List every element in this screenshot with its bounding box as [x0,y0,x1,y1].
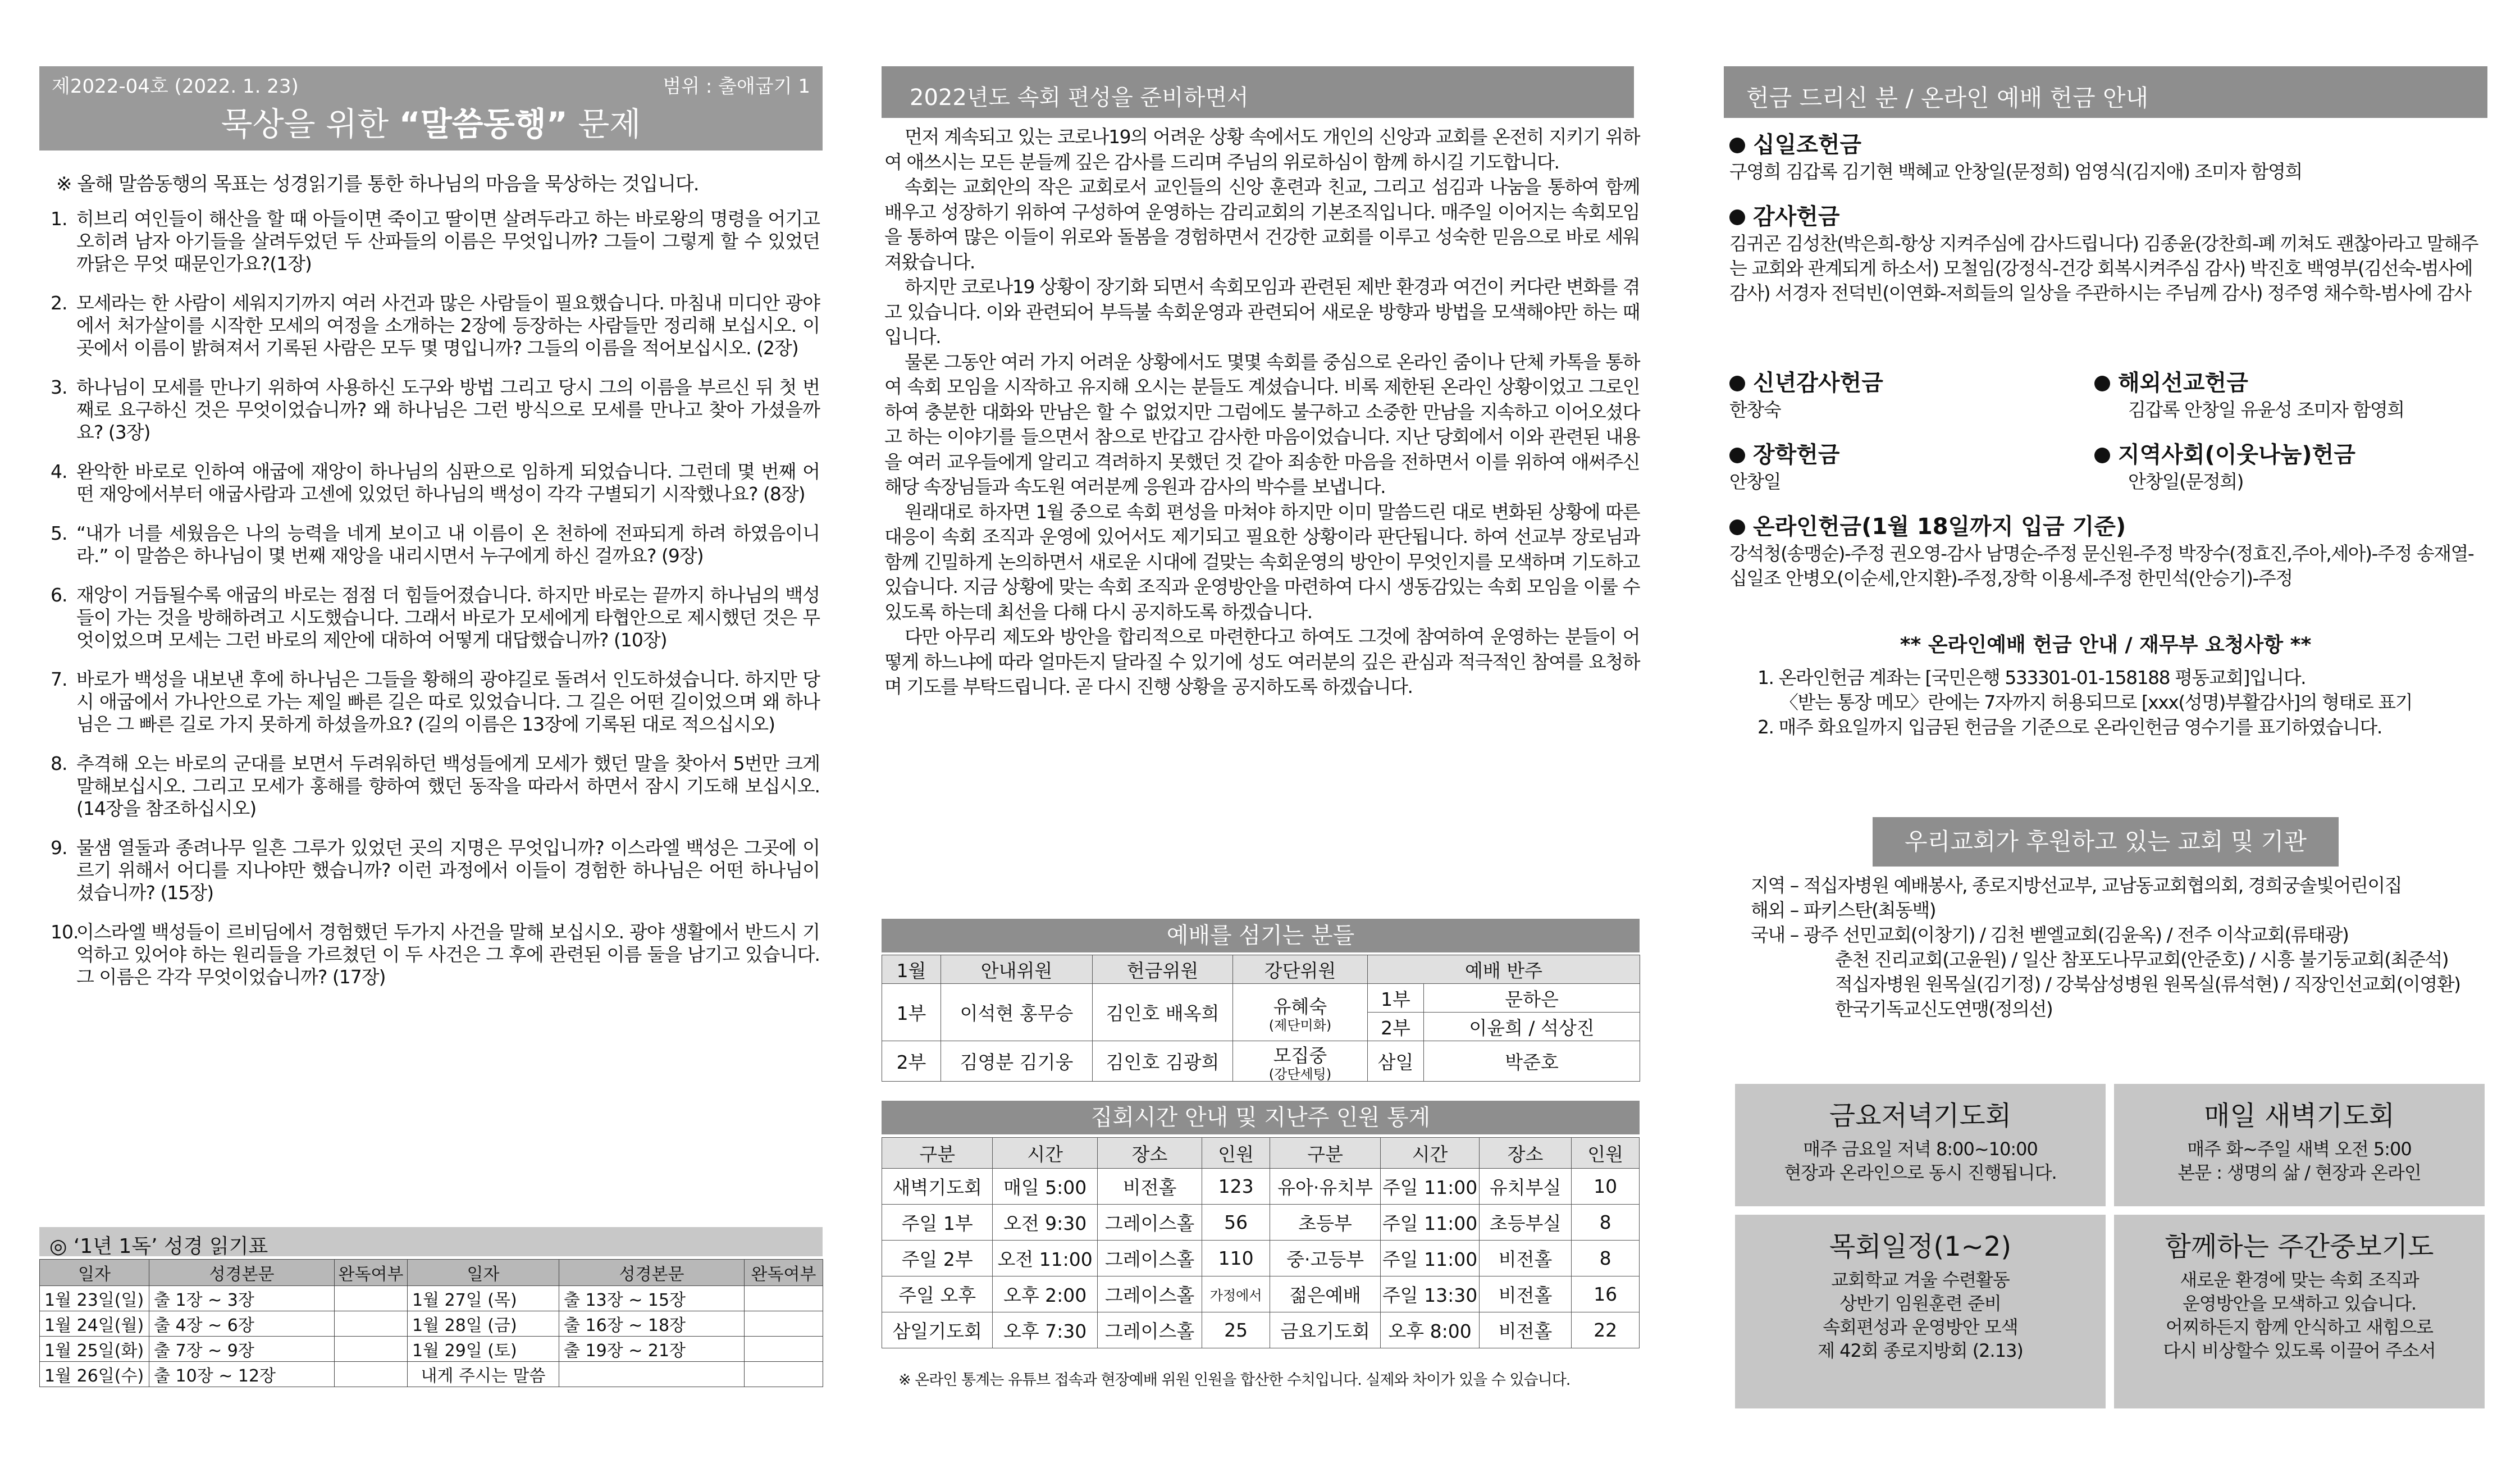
stats-cell: 유치부실 [1479,1169,1572,1205]
question-item [51,461,820,505]
question-text: 완악한 바로로 인하여 애굽에 재앙이 하나님의 심판으로 임하게 되었습니다. 그런데 몇 번째 어떤 재앙에서부터 애굽사람과 고센에 있었던 하나님의 백성이 각각 구별되기 시작했나요? (8장) [76,461,820,505]
sponsor-title-bar: 우리교회가 후원하고 있는 교회 및 기관 [1873,817,2339,867]
altar-name: 모집중 [1273,1045,1327,1066]
stats-cell: 123 [1202,1169,1270,1205]
altar-cell [1233,1041,1368,1082]
reading-date: 1월 25일(화) [40,1337,149,1362]
box-line: 상반기 임원훈련 준비 [1839,1293,2001,1314]
worship-header: 1월 [882,955,941,984]
stats-header: 구분 [882,1138,993,1169]
reading-plan-table [39,1259,823,1387]
stats-cell: 젊은예배 [1270,1276,1380,1312]
stats-header: 시간 [1381,1138,1479,1169]
offering-title: 헌금 드리신 분 / 온라인 예배 헌금 안내 [1746,84,2149,112]
stats-cell: 주일 2부 [882,1241,993,1276]
worship-servers-table [882,955,1640,1082]
mission-label: 해외선교헌금 [2118,370,2248,396]
box-body [1735,1268,2106,1362]
stats-cell: 그레이스홀 [1097,1276,1202,1312]
stats-cell: 주일 11:00 [1381,1169,1479,1205]
guide-names: 김영분 김기웅 [941,1041,1093,1082]
reading-passage: 출 4장 ~ 6장 [149,1311,335,1337]
worship-servers-bar: 예배를 섬기는 분들 [882,919,1640,952]
intercession-box [2114,1215,2485,1408]
stats-cell: 새벽기도회 [882,1169,993,1205]
title-post: 문제 [567,105,641,143]
memo-label: 내게 주시는 말씀 [408,1362,559,1387]
reading-date: 1월 24일(월) [40,1311,149,1337]
reading-check [335,1286,408,1311]
stats-cell: 8 [1572,1205,1640,1241]
offering-names: 김인호 배옥희 [1093,984,1233,1041]
box-title: 목회일정(1~2) [1829,1231,2012,1262]
notice-item: 〈받는 통장 메모〉란에는 7자까지 허용되므로 [xxx(성명)부활감사]의 형태로 표기 [1780,691,2412,713]
worship-header: 안내위원 [941,955,1093,984]
music-name: 이윤희 / 석상진 [1424,1013,1640,1041]
thanks-label: 감사헌금 [1753,204,1840,230]
box-line: 매주 금요일 저녁 8:00~10:00 [1803,1138,2038,1160]
stats-header: 장소 [1479,1138,1572,1169]
question-text: 바로가 백성을 내보낸 후에 하나님은 그들을 황해의 광야길로 돌려서 인도하셨습니다. 하지만 당시 애굽에서 가나안으로 가는 제일 빠른 길은 따로 있었습니다. 그 길은 어떤 길이었으며 왜 하나님은 그 빠른 길로 가지 못하게 하셨을까요? (길의 이름은 13장에 기록된 대로 적으십시오) [76,668,820,735]
notice-item: 1. 온라인헌금 계좌는 [국민은행 533301-01-158188 평동교회]입니다. [1757,667,2306,689]
question-item [51,292,820,359]
reading-date: 1월 28일 (금) [408,1311,559,1337]
stats-cell: 초등부실 [1479,1205,1572,1241]
stats-cell: 유아·유치부 [1270,1169,1380,1205]
question-number: 10. [51,921,79,943]
dawn-prayer-box [2114,1084,2485,1206]
box-title: 금요저녁기도회 [1829,1100,2012,1132]
reading-passage: 출 1장 ~ 3장 [149,1286,335,1311]
box-line: 어찌하든지 함께 안식하고 새힘으로 [2165,1316,2434,1338]
music-name: 박준호 [1424,1041,1640,1082]
stats-header-row [882,1138,1640,1169]
reading-date: 1월 23일(일) [40,1286,149,1311]
box-line: 운영방안을 모색하고 있습니다. [2182,1293,2417,1314]
tithe-section [1729,130,2482,184]
thanks-names: 김귀곤 김성찬(박은희-항상 지켜주심에 감사드립니다) 김종윤(강찬희-폐 끼쳐도 괜찮아라고 말해주는 교회와 관계되게 하소서) 모철임(강정식-건강 회복시켜주심 감사) 박진호 백영부(김선숙-범사에 감사) 서경자 전덕빈(이연화-저희들의 일상을 주관하시는 주님께 감사) 정주영 채수학-범사에 감사 [1729,232,2478,304]
online-section [1729,512,2482,591]
reading-header: 성경본문 [559,1260,745,1286]
offering-title-bar [1724,66,2487,118]
stats-cell: 초등부 [1270,1205,1380,1241]
stats-cell: 가정에서 [1202,1276,1270,1312]
stats-cell: 매일 5:00 [993,1169,1097,1205]
essay-title: 2022년도 속회 편성을 준비하면서 [910,85,1249,111]
online-label: 온라인헌금(1월 18일까지 입금 기준) [1753,514,2126,540]
online-names: 강석청(송맹순)-주정 권오영-감사 남명순-주정 문신원-주정 박장수(정효진,주아,세아)-주정 송재열-십일조 안병오(이순세,안지환)-주정,장학 이용세-주정 한민석(안승기)-주정 [1729,542,2474,589]
question-item [51,837,820,904]
table-row [40,1362,823,1387]
scholar-label: 장학헌금 [1753,442,1840,468]
reading-header: 완독여부 [335,1260,408,1286]
friday-prayer-box [1735,1084,2106,1206]
reading-check [335,1337,408,1362]
music-label: 2부 [1368,1013,1424,1041]
stats-cell: 오전 11:00 [993,1241,1097,1276]
question-number: 6. [51,584,67,606]
stats-cell: 16 [1572,1276,1640,1312]
stats-cell: 25 [1202,1312,1270,1348]
reading-plan-title: ◎ ‘1년 1독’ 성경 읽기표 [49,1235,268,1258]
mission-names: 김갑록 안창일 유윤성 조미자 함영희 [2128,399,2404,421]
question-text: 이스라엘 백성들이 르비딤에서 경험했던 두가지 사건을 말해 보십시오. 광야 생활에서 반드시 기억하고 있어야 하는 원리들을 가르쳤던 이 두 사건은 그 후에 관련된 이름 둘을 남기고 있습니다. 그 이름은 각각 무엇이었습니까? (17장) [76,921,820,988]
box-body [1735,1137,2106,1184]
newyear-section [1729,368,2078,422]
attendance-stats-table [882,1137,1640,1348]
sponsor-line: 국내 – 광주 선민교회(이창기) / 김천 벧엘교회(김윤옥) / 전주 이삭교회(류태광) [1751,924,2349,946]
bullet-icon [2094,376,2110,391]
mission-heading [2094,368,2487,398]
memo-space [745,1362,823,1387]
scholar-heading [1729,440,2078,469]
question-text: 히브리 여인들이 해산을 할 때 아들이면 죽이고 딸이면 살려두라고 하는 바로왕의 명령을 어기고 오히려 남자 아기들을 살려두었던 두 산파들의 이름은 무엇입니까? 그들이 그렇게 할 수 있었던 까닭은 무엇 때문인가요?(1장) [76,208,820,275]
issue-number: 제2022-04호 (2022. 1. 23) [52,75,299,98]
sponsor-line: 춘천 진리교회(고윤원) / 일산 참포도나무교회(안준호) / 시흥 불기둥교회(최준석) [1835,949,2449,970]
mission-section [2094,368,2487,422]
stats-header: 구분 [1270,1138,1380,1169]
reading-range: 범위 : 출애굽기 1 [663,75,810,98]
reading-date: 1월 27일 (목) [408,1286,559,1311]
altar-name: 유혜숙 [1273,996,1327,1018]
stats-cell: 10 [1572,1169,1640,1205]
stats-cell: 22 [1572,1312,1640,1348]
essay-paragraph: 먼저 계속되고 있는 코로나19의 어려운 상황 속에서도 개인의 신앙과 교회를 온전히 지키기 위하여 애쓰시는 모든 분들께 깊은 감사를 드리며 주님의 위로하심이 함께 하시길 기도합니다. [884,126,1640,173]
box-line: 교회학교 겨울 수련활동 [1831,1269,2010,1291]
question-number: 8. [51,753,67,774]
scholar-section [1729,440,2078,494]
stats-cell: 8 [1572,1241,1640,1276]
offering-names: 김인호 김광희 [1093,1041,1233,1082]
tithe-names: 구영희 김갑록 김기현 백혜교 안창일(문정희) 엄영식(김지애) 조미자 함영희 [1729,161,2302,183]
music-name: 문하은 [1424,984,1640,1013]
table-row [882,984,1640,1013]
question-number: 2. [51,292,67,314]
worship-header: 예배 반주 [1368,955,1640,984]
guide-names: 이석현 홍무승 [941,984,1093,1041]
stats-cell: 주일 오후 [882,1276,993,1312]
worship-header: 헌금위원 [1093,955,1233,984]
reading-check [745,1337,823,1362]
reading-passage: 출 13장 ~ 15장 [559,1286,745,1311]
reading-header: 일자 [40,1260,149,1286]
community-label: 지역사회(이웃나눔)헌금 [2118,442,2355,468]
sponsor-line: 지역 – 적십자병원 예배봉사, 종로지방선교부, 교남동교회협의회, 경희궁솔빛어린이집 [1751,874,2402,896]
stats-footnote: ※ 온라인 통계는 유튜브 접속과 현장예배 위원 인원을 합산한 수치입니다. 실제와 차이가 있을 수 있습니다. [898,1371,1571,1389]
title-bold: “말씀동행” [399,105,568,143]
music-label: 삼일 [1368,1041,1424,1082]
stats-cell: 삼일기도회 [882,1312,993,1348]
stats-cell: 오후 7:30 [993,1312,1097,1348]
stats-cell: 오후 2:00 [993,1276,1097,1312]
bullet-icon [1729,519,1745,535]
question-text: 물샘 열둘과 종려나무 일흔 그루가 있었던 곳의 지명은 무엇입니까? 이스라엘 백성은 그곳에 이르기 위해서 어디를 지나야만 했습니까? 이런 과정에서 이들이 경험한 하나님은 어떤 하나님이셨습니까? (15장) [76,837,820,904]
essay-paragraph: 하지만 코로나19 상황이 장기화 되면서 속회모임과 관련된 제반 환경과 여건이 커다란 변화를 겪고 있습니다. 이와 관련되어 부득불 속회운영과 관련되어 새로운 방향과 방법을 모색해야만 하는 때입니다. [884,276,1640,348]
service-label: 2부 [882,1041,941,1082]
bullet-icon [2094,448,2110,463]
table-row [882,1041,1640,1082]
stats-cell: 금요기도회 [1270,1312,1380,1348]
essay-title-bar [882,66,1634,118]
memo-space [559,1362,745,1387]
notice-title: ** 온라인예배 헌금 안내 / 재무부 요청사항 ** [1900,633,2312,656]
box-body [2114,1268,2485,1362]
sponsor-line: 적십자병원 원목실(김기정) / 강북삼성병원 원목실(류석현) / 직장인선교회(이영환) [1835,973,2460,995]
question-item [51,584,820,651]
essay-body [884,125,1640,700]
altar-cell [1233,984,1368,1041]
stats-cell: 그레이스홀 [1097,1205,1202,1241]
thanks-heading [1729,202,2482,231]
reading-passage: 출 16장 ~ 18장 [559,1311,745,1337]
stats-cell: 주일 11:00 [1381,1241,1479,1276]
question-item [51,208,820,275]
table-row [882,1276,1640,1312]
table-row [40,1286,823,1311]
question-item [51,753,820,820]
newyear-names: 한창숙 [1729,399,1781,421]
service-label: 1부 [882,984,941,1041]
page-title [39,98,823,145]
newyear-label: 신년감사헌금 [1753,370,1883,396]
worship-header: 강단위원 [1233,955,1368,984]
stats-cell: 비전홀 [1479,1276,1572,1312]
question-text: 하나님이 모세를 만나기 위하여 사용하신 도구와 방법 그리고 당시 그의 이름을 부르신 뒤 첫 번째로 요구하신 것은 무엇이었습니까? 왜 하나님은 그런 방식으로 모세를 만나고 찾아 가셨을까요? (3장) [76,376,820,443]
question-number: 4. [51,461,67,482]
essay-paragraph: 물론 그동안 여러 가지 어려운 상황에서도 몇몇 속회를 중심으로 온라인 줌이나 단체 카톡을 통하여 속회 모임을 시작하고 유지해 오시는 분들도 계셨습니다. 비록 제한된 온라인 상황이었고 그로인하여 충분한 대화와 만남은 할 수 없었지만 그럼에도 불구하고 소중한 만남을 지속하고 이어오셨다고 하는 이야기를 들으면서 참으로 반갑고 감사한 마음이었습니다. 지난 당회에서 이와 관련된 내용을 여러 교우들에게 알리고 격려하지 못했던 것 같아 죄송한 마음을 전하면서 이를 위하여 애써주신 해당 속장님들과 속도원 여러분께 응원과 감사의 박수를 보냅니다. [884,350,1640,498]
question-text: “내가 너를 세웠음은 나의 능력을 네게 보이고 내 이름이 온 천하에 전파되게 하려 하였음이니라.” 이 말씀은 하나님이 몇 번째 재앙을 내리시면서 누구에게 하신 걸까요? (9장) [76,522,820,567]
question-item [51,522,820,567]
question-number: 7. [51,668,67,690]
stats-cell: 주일 11:00 [1381,1205,1479,1241]
reading-check [745,1286,823,1311]
bullet-icon [1729,209,1745,225]
newyear-heading [1729,368,2078,398]
notice-item: 2. 매주 화요일까지 입금된 헌금을 기준으로 온라인헌금 영수기를 표기하였습니다. [1757,716,2382,738]
stats-cell: 비전홀 [1097,1169,1202,1205]
box-line: 제 42회 종로지방회 (2.13) [1818,1340,2023,1361]
box-line: 속회편성과 운영방안 모색 [1823,1316,2018,1338]
box-line: 매주 화~주일 새벽 오전 5:00 [2187,1138,2412,1160]
stats-header: 장소 [1097,1138,1202,1169]
reading-header: 성경본문 [149,1260,335,1286]
bullet-icon [1729,138,1745,153]
stats-cell: 주일 13:30 [1381,1276,1479,1312]
box-line: 새로운 환경에 맞는 속회 조직과 [2180,1269,2419,1291]
box-title: 매일 새벽기도회 [2204,1100,2395,1132]
question-item [51,921,820,988]
stats-cell: 110 [1202,1241,1270,1276]
stats-cell: 오전 9:30 [993,1205,1097,1241]
essay-paragraph: 속회는 교회안의 작은 교회로서 교인들의 신앙 훈련과 친교, 그리고 섬김과 나눔을 통하여 함께 배우고 성장하기 위하여 구성하여 운영하는 감리교회의 기본조직입니다. 매주일 이어지는 속회모임을 통하여 많은 이들이 위로와 돌봄을 경험하면서 건강한 교회를 이루고 성숙한 믿음으로 바로 세워져왔습니다. [884,176,1640,273]
stats-cell: 중·고등부 [1270,1241,1380,1276]
stats-cell: 주일 1부 [882,1205,993,1241]
reading-plan-bar [39,1227,823,1256]
online-heading [1729,512,2482,541]
reading-header: 일자 [408,1260,559,1286]
stats-header: 인원 [1572,1138,1640,1169]
question-number: 3. [51,376,67,398]
stats-cell: 비전홀 [1479,1312,1572,1348]
table-row [882,1205,1640,1241]
question-text: 재앙이 거듭될수록 애굽의 바로는 점점 더 힘들어졌습니다. 하지만 바로는 끝까지 하나님의 백성들이 가는 것을 방해하려고 시도했습니다. 그래서 바로가 모세에게 타협안으로 제시했던 것은 무엇이었으며 모세는 그런 바로의 제안에 대하여 어떻게 대답했습니까? (10장) [76,584,820,651]
sponsor-list [1751,873,2486,1022]
thanks-section [1729,202,2482,306]
stats-cell: 56 [1202,1205,1270,1241]
table-row [40,1337,823,1362]
community-heading [2094,440,2487,469]
tithe-heading [1729,130,2482,159]
reading-check [745,1311,823,1337]
reading-date: 1월 26일(수) [40,1362,149,1387]
reading-check [335,1311,408,1337]
stats-cell: 비전홀 [1479,1241,1572,1276]
table-row [882,1312,1640,1348]
stats-cell: 그레이스홀 [1097,1312,1202,1348]
box-title: 함께하는 주간중보기도 [2165,1231,2434,1262]
scholar-names: 안창일 [1729,471,1781,493]
bulletin-header [39,66,823,151]
stats-header: 시간 [993,1138,1097,1169]
reading-header-row [40,1260,823,1286]
box-line: 다시 비상할수 있도록 이끌어 주소서 [2163,1340,2436,1361]
altar-role: (제단미화) [1268,1018,1332,1033]
sponsor-line: 한국기독교신도연맹(정의선) [1835,998,2053,1020]
reading-passage: 출 7장 ~ 9장 [149,1337,335,1362]
reading-header: 완독여부 [745,1260,823,1286]
box-body [2114,1137,2485,1184]
bullet-icon [1729,376,1745,391]
essay-paragraph: 원래대로 하자면 1월 중으로 속회 편성을 마쳐야 하지만 이미 말씀드린 대로 변화된 상황에 따른 대응이 속회 조직과 운영에 있어서도 제기되고 필요한 상황이라 판단됩니다. 하여 선교부 장로님과 함께 긴밀하게 논의하면서 새로운 시대에 걸맞는 속회운영의 방안이 무엇인지를 모색하며 기도하고 있습니다. 지금 상황에 맞는 속회 조직과 운영방안을 마련하여 다시 생동감있는 속회 모임을 이룰 수 있도록 하는데 최선을 다해 다시 공지하도록 하겠습니다. [884,500,1640,623]
bullet-icon [1729,448,1745,463]
question-item [51,376,820,444]
music-label: 1부 [1368,984,1424,1013]
question-text: 추격해 오는 바로의 군대를 보면서 두려워하던 백성들에게 모세가 했던 말을 찾아서 5번만 크게 말해보십시오. 그리고 모세가 홍해를 향하여 했던 동작을 따라서 하면서 잠시 기도해 보십시오. (14장을 참조하십시오) [76,753,820,819]
altar-role: (강단세팅) [1268,1066,1332,1082]
reading-passage: 출 19장 ~ 21장 [559,1337,745,1362]
question-number: 1. [51,208,67,230]
reading-passage: 출 10장 ~ 12장 [149,1362,335,1387]
table-row [882,1169,1640,1205]
question-text: 모세라는 한 사람이 세워지기까지 여러 사건과 많은 사람들이 필요했습니다. 마침내 미디안 광야에서 처가살이를 시작한 모세의 여정을 소개하는 2장에 등장하는 사람들만 정리해 보십시오. 이곳에서 이름이 밝혀져서 기록된 사람은 모두 몇 명입니까? 그들의 이름을 적어보십시오. (2장) [76,292,820,359]
table-row [882,1241,1640,1276]
reading-date: 1월 29일 (토) [408,1337,559,1362]
box-line: 본문 : 생명의 삶 / 현장과 온라인 [2177,1162,2421,1183]
worship-header-row [882,955,1640,984]
stats-cell: 오후 8:00 [1381,1312,1479,1348]
community-section [2094,440,2487,494]
notice-list [1757,665,2487,740]
stats-cell: 그레이스홀 [1097,1241,1202,1276]
title-pre: 묵상을 위한 [221,105,399,143]
question-list [51,208,820,1005]
community-names: 안창일(문정희) [2128,471,2244,493]
sponsor-line: 해외 – 파키스탄(최동백) [1751,899,1936,921]
schedule-box [1735,1215,2106,1408]
stats-bar: 집회시간 안내 및 지난주 인원 통계 [882,1101,1640,1134]
tithe-label: 십일조헌금 [1753,132,1862,158]
intro-note: ※ 올해 말씀동행의 목표는 성경읽기를 통한 하나님의 마음을 묵상하는 것입니다. [56,173,699,195]
question-number: 9. [51,837,67,859]
table-row [40,1311,823,1337]
stats-header: 인원 [1202,1138,1270,1169]
essay-paragraph: 다만 아무리 제도와 방안을 합리적으로 마련한다고 하여도 그것에 참여하여 운영하는 분들이 어떻게 하느냐에 따라 얼마든지 달라질 수 있기에 성도 여러분의 깊은 관심과 적극적인 참여를 요청하며 기도를 부탁드립니다. 곧 다시 진행 상황을 공지하도록 하겠습니다. [884,626,1640,697]
box-line: 현장과 온라인으로 동시 진행됩니다. [1784,1162,2057,1183]
reading-check [335,1362,408,1387]
question-item [51,668,820,736]
question-number: 5. [51,522,67,544]
